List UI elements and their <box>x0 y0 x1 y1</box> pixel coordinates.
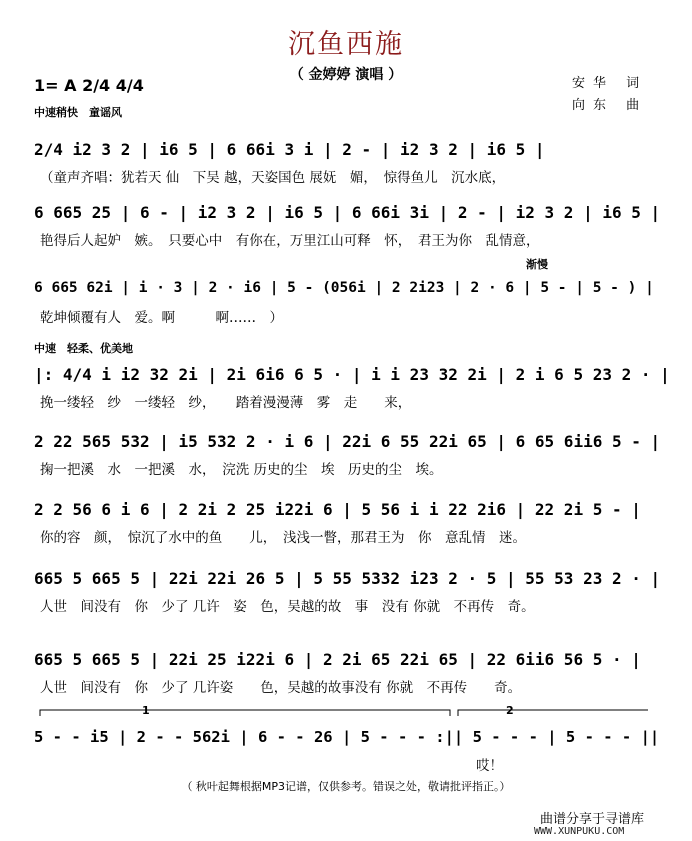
lyric-line: 你的容 颜， 惊沉了水中的鱼 儿， 浅浅一瞥，那君王为 你 意乱情 迷。 <box>40 530 526 546</box>
composer-credit: 向东 曲 <box>572 98 648 113</box>
notation-line: 2 22 565 532 | i5 532 2 · i 6 | 22i 6 55 22i 65 | 6 65 6ii6 5 - | <box>34 432 661 451</box>
second-ending-number: 2 <box>506 704 514 717</box>
section-tempo-marking: 中速 轻柔、优美地 <box>34 342 133 355</box>
lyric-line: 人世 间没有 你 少了 几许 姿 色，吴越的故 事 没有 你就 不再传 奇。 <box>40 599 535 615</box>
lyric-line: 人世 间没有 你 少了 几许姿 色，吴越的故事没有 你就 不再传 奇。 <box>40 680 522 696</box>
singer-credit: （ 金婷婷 演唱 ） <box>289 67 403 83</box>
watermark-text: 曲谱分享于寻谱库 <box>540 812 645 827</box>
notation-line: 5 - - i5 | 2 - - 562i | 6 - - 26 | 5 - - - :|| 5 - - - | 5 - - - || <box>34 728 660 746</box>
second-ending-bracket <box>458 710 648 716</box>
lyric-line: 掬一把溪 水 一把溪 水， 浣洗 历史的尘 埃 历史的尘 埃。 <box>40 462 443 478</box>
notation-line: 6 665 25 | 6 - | i2 3 2 | i6 5 | 6 66i 3i | 2 - | i2 3 2 | i6 5 | <box>34 203 661 222</box>
lyric-line: （童声齐唱：犹若天 仙 下吴 越，天姿国色 展妩 媚， 惊得鱼儿 沉水底， <box>40 170 506 186</box>
lyric-line: 乾坤倾覆有人 爱。啊 啊…… ） <box>40 310 283 326</box>
ritardando-marking: 渐慢 <box>526 258 548 271</box>
first-ending-bracket <box>40 710 450 716</box>
notation-line: 6 665 62i | i · 3 | 2 · i6 | 5 - (056i | 2 2i23 | 2 · 6 | 5 - | 5 - ) | <box>34 280 654 296</box>
watermark-url: WWW.XUNPUKU.COM <box>534 826 625 837</box>
notation-line: 665 5 665 5 | 22i 22i 26 5 | 5 55 5332 i23 2 · 5 | 55 53 23 2 · | <box>34 569 661 588</box>
notation-line: 2 2 56 6 i 6 | 2 2i 2 25 i22i 6 | 5 56 i i 22 2i6 | 22 2i 5 - | <box>34 500 641 519</box>
lyric-line: 艳得后人起妒 嫉。 只要心中 有你在，万里江山可释 怀， 君王为你 乱情意， <box>40 233 540 249</box>
page-title: 沉鱼西施 <box>288 29 404 60</box>
notation-line: |: 4/4 i i2 32 2i | 2i 6i6 6 5 · | i i 23 32 2i | 2 i 6 5 23 2 · | <box>34 365 670 384</box>
lyric-line: 挽一缕轻 纱 一缕轻 纱， 踏着漫漫薄 雾 走 来， <box>40 395 412 411</box>
footnote: （ 秋叶起舞根据MP3记谱，仅供参考。错误之处，敬请批评指正。） <box>181 780 511 793</box>
tempo-marking: 中速稍快 童谣风 <box>34 106 122 119</box>
first-ending-number: 1 <box>142 704 150 717</box>
notation-line: 2/4 i2 3 2 | i6 5 | 6 66i 3 i | 2 - | i2 3 2 | i6 5 | <box>34 140 545 159</box>
lyricist-credit: 安华 词 <box>572 76 648 91</box>
lyric-line: 哎！ <box>476 758 503 774</box>
notation-line: 665 5 665 5 | 22i 25 i22i 6 | 2 2i 65 22i 65 | 22 6ii6 56 5 · | <box>34 650 641 669</box>
key-signature: 1= A 2/4 4/4 <box>34 76 144 95</box>
